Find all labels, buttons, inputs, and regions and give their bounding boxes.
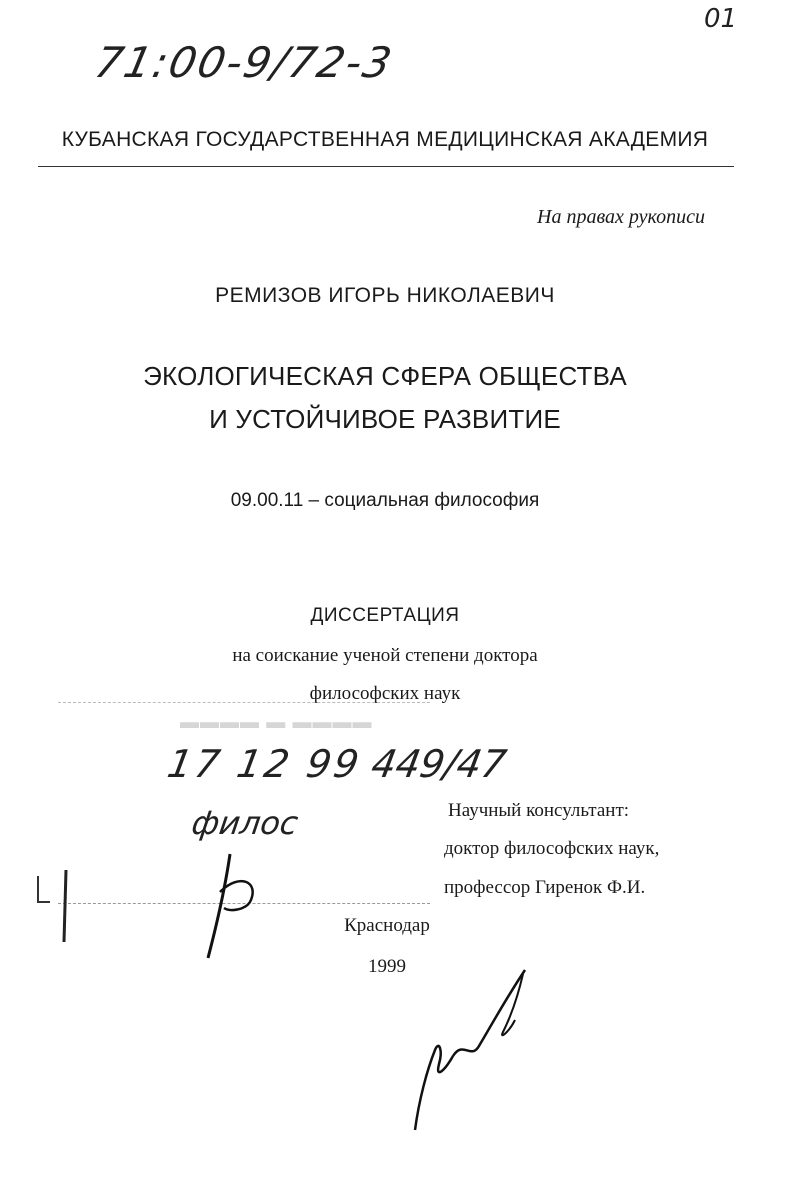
rights-note: На правах рукописи [537,206,705,228]
handwritten-sheet-number: 01 [704,4,738,34]
stamp-handwritten-code: 449/47 [368,742,510,786]
stamp-handwritten-word: филос [189,804,301,842]
specialty-code: 09.00.11 – социальная философия [230,490,540,511]
city: Краснодар [344,915,430,936]
author-name: РЕМИЗОВ ИГОРЬ НИКОЛАЕВИЧ [215,284,555,307]
degree-line-1: на соискание ученой степени доктора [232,645,538,666]
consultant-name: профессор Гиренок Ф.И. [444,877,646,898]
handwritten-archive-number: 71:00-9/72-3 [90,38,398,87]
degree-line-2: философских наук [309,683,461,704]
stamp-faint-imprint: ▬▬▬▬ ▬ ▬▬▬▬ [180,712,373,733]
title-line-1: ЭКОЛОГИЧЕСКАЯ СФЕРА ОБЩЕСТВА [143,361,627,391]
consultant-label: Научный консультант: [448,800,630,821]
document-type: ДИССЕРТАЦИЯ [310,605,460,626]
institution-name: КУБАНСКАЯ ГОСУДАРСТВЕННАЯ МЕДИЦИНСКАЯ АКАДЕМИЯ [61,128,709,151]
author-signature-icon [405,960,545,1140]
year: 1999 [368,956,406,977]
stamp-handwritten-date: 17 12 99 [164,742,366,786]
header-divider [38,166,734,167]
consultant-degree: доктор философских наук, [444,838,660,859]
signature-icon [190,852,270,962]
title-line-2: И УСТОЙЧИВОЕ РАЗВИТИЕ [209,404,561,434]
